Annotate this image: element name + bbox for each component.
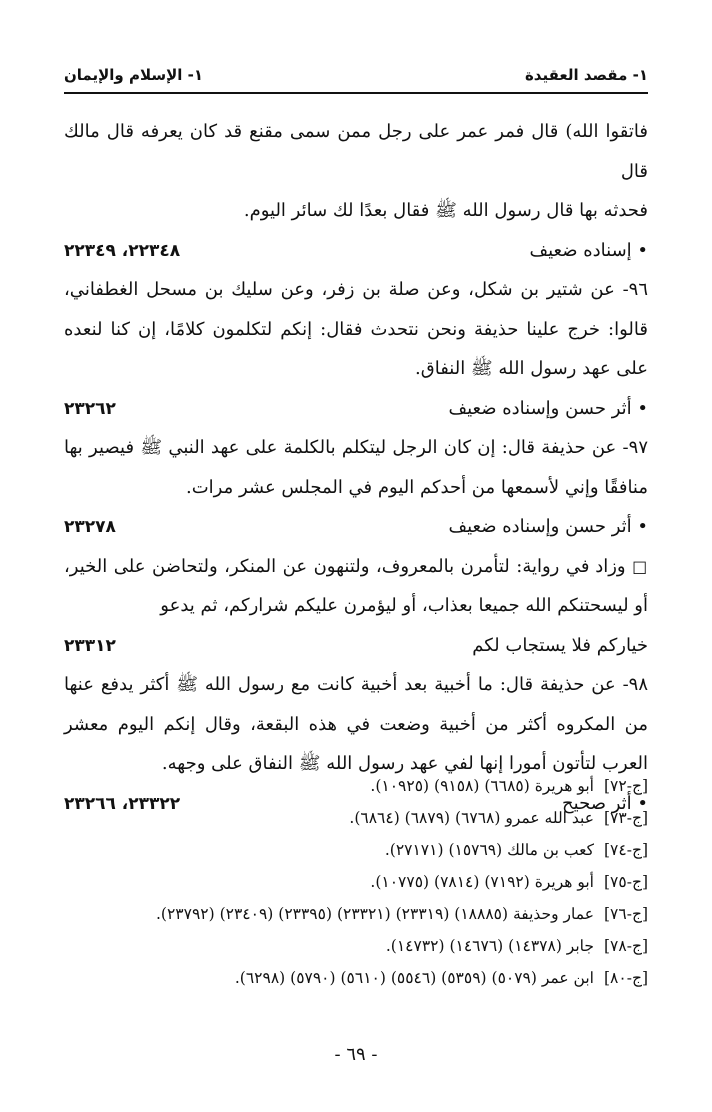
cross-reference-tag: [ج-٧٣] xyxy=(603,809,648,827)
running-header xyxy=(64,62,648,88)
grading-label: • إسناده ضعيف xyxy=(529,239,648,261)
riwaya-last-text: خياركم فلا يستجاب لكم xyxy=(472,634,648,656)
cross-reference-text: عمار وحذيفة (١٨٨٨٥) (٢٣٣١٩) (٢٣٣٢١) (٢٣٣٩٥) (٢٣٤٠٩) (٢٣٧٩٢). xyxy=(156,905,594,923)
cross-reference-text: كعب بن مالك (١٥٧٦٩) (٢٧١٧١). xyxy=(384,841,594,859)
cross-reference-tag: [ج-٧٢] xyxy=(603,777,648,795)
cross-reference-item xyxy=(64,770,648,802)
cross-reference-text: ابن عمر (٥٠٧٩) (٥٣٥٩) (٥٥٤٦) (٥٦١٠) (٥٧٩٠) (٦٢٩٨). xyxy=(234,969,594,987)
cross-reference-tag: [ج-٧٨] xyxy=(603,937,648,955)
riwaya-last-line xyxy=(64,626,648,666)
cross-reference-text: عبد الله عمرو (٦٧٦٨) (٦٨٧٩) (٦٨٦٤). xyxy=(349,809,594,827)
cross-reference-tag: [ج-٧٦] xyxy=(603,905,648,923)
cross-reference-item xyxy=(64,802,648,834)
header-chapter-title: ١- مقصد العقيدة xyxy=(524,66,648,84)
grading-row-2 xyxy=(64,389,648,429)
page-body xyxy=(64,112,648,823)
continued-line-2: فحدثه بها قال رسول الله ﷺ فقال بعدًا لك سائر اليوم. xyxy=(243,200,648,221)
cross-reference-tag: [ج-٧٤] xyxy=(603,841,648,859)
riwaya-text: وزاد في رواية: لتأمرن بالمعروف، ولتنهون عن المنكر، ولتحاضن على الخير، أو ليسحتنكم الله جميعا بعذاب، أو ليؤمرن عليكم شراركم، ثم يدعو xyxy=(64,555,648,616)
cross-reference-item xyxy=(64,834,648,866)
continued-paragraph xyxy=(64,112,648,231)
continued-line-1: فاتقوا الله) قال فمر عمر على رجل ممن سمى مقنع قد كان يعرفه قال مالك قال xyxy=(64,121,648,182)
grading-label: • أثر صحيح xyxy=(562,792,648,814)
hadith-98: ٩٨- عن حذيفة قال: ما أخبية بعد أخبية كانت مع رسول الله ﷺ أكثر يدفع عنها من المكروه أكثر من أخبية وضعت في هذه البقعة، وقال إنكم اليوم معشر العرب لتأتون أمورا إنها لفي عهد رسول الله ﷺ النفاق على وجهه. xyxy=(64,674,648,774)
hadith-97: ٩٧- عن حذيفة قال: إن كان الرجل ليتكلم بالكلمة على عهد النبي ﷺ فيصير بها منافقًا وإني لأسمعها من أحدكم اليوم في المجلس عشر مرات. xyxy=(64,437,648,498)
cross-reference-item xyxy=(64,866,648,898)
reference-numbers: ٢٢٣٤٨، ٢٢٣٤٩ xyxy=(64,240,181,261)
reference-numbers: ٢٣٣٢٢، ٢٣٢٦٦ xyxy=(64,793,181,814)
cross-reference-text: جابر (١٤٣٧٨) (١٤٦٧٦) (١٤٧٣٢). xyxy=(385,937,594,955)
cross-reference-text: أبو هريرة (٧١٩٢) (٧٨١٤) (١٠٧٧٥). xyxy=(370,873,594,891)
grading-label: • أثر حسن وإسناده ضعيف xyxy=(448,397,648,419)
cross-reference-tag: [ج-٧٥] xyxy=(603,873,648,891)
cross-reference-tag: [ج-٨٠] xyxy=(603,969,648,987)
reference-numbers: ٢٣٢٦٢ xyxy=(64,398,116,419)
cross-reference-item xyxy=(64,930,648,962)
header-section-title: ١- الإسلام والإيمان xyxy=(64,66,204,84)
box-marker-icon: □ xyxy=(632,556,648,576)
header-rule xyxy=(64,92,648,94)
reference-numbers: ٢٣٢٧٨ xyxy=(64,517,116,537)
hadith-96: ٩٦- عن شتير بن شكل، وعن صلة بن زفر، وعن سليك بن مسحل الغطفاني، قالوا: خرج علينا حذيفة ونحن نتحدث فقال: إنكم لتكلمون كلامًا، إن كنا لنعده على عهد رسول الله ﷺ النفاق. xyxy=(64,279,648,379)
grading-row-1 xyxy=(64,231,648,271)
reference-numbers: ٢٣٣١٢ xyxy=(64,635,116,656)
cross-reference-item xyxy=(64,962,648,994)
cross-reference-item xyxy=(64,898,648,930)
grading-row-3 xyxy=(64,507,648,547)
riwaya-paragraph xyxy=(64,547,648,626)
grading-label: • أثر حسن وإسناده ضعيف xyxy=(448,516,648,537)
cross-reference-text: أبو هريرة (٦٦٨٥) (٩١٥٨) (١٠٩٢٥). xyxy=(370,777,594,795)
cross-reference-list xyxy=(64,770,648,994)
page-number: - ٦٩ - xyxy=(334,1044,378,1065)
